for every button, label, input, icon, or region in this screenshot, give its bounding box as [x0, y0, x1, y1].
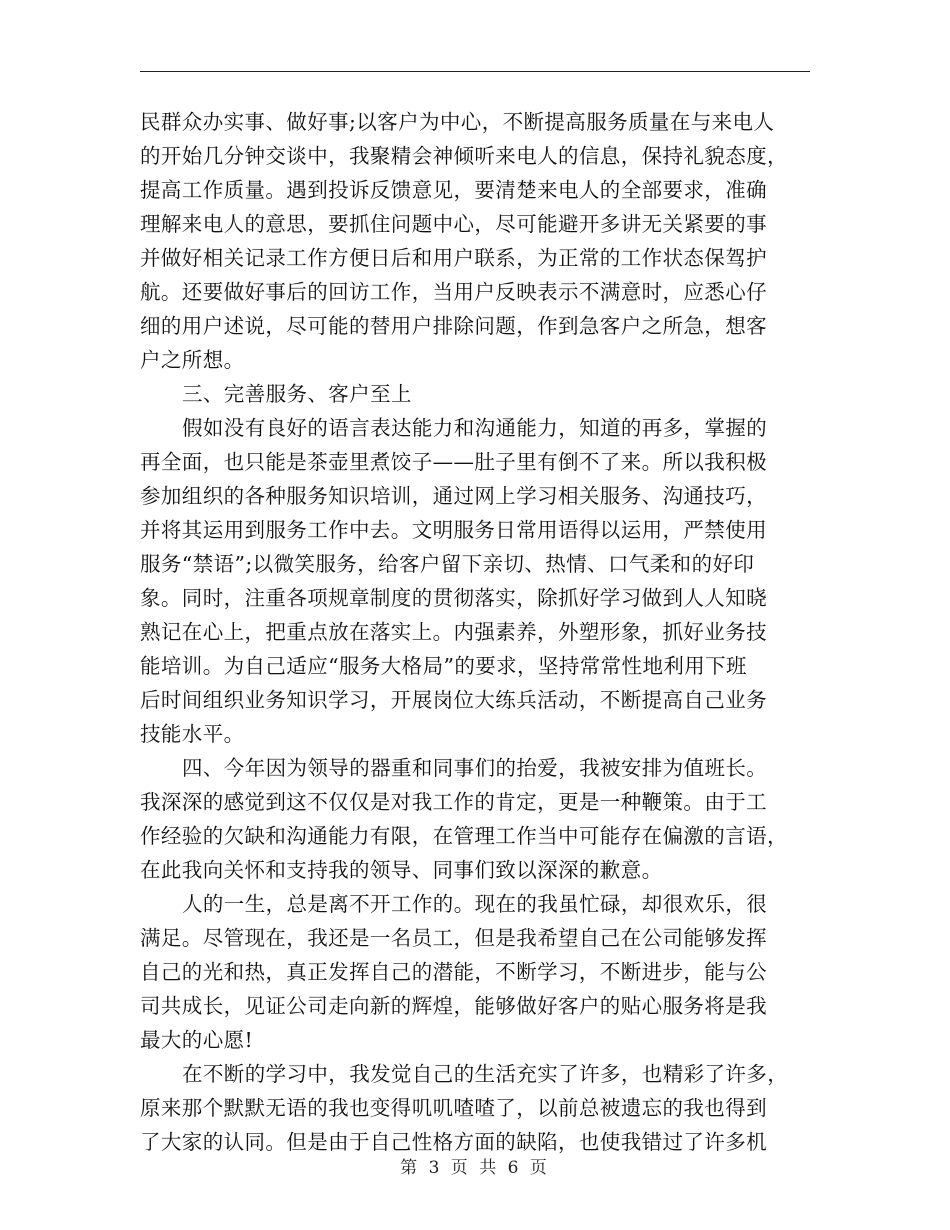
text-line: 民群众办实事、做好事;以客户为中心，不断提高服务质量在与来电人: [140, 110, 775, 134]
text-line: 原来那个默默无语的我也变得叽叽喳喳了，以前总被遗忘的我也得到: [140, 1096, 767, 1120]
text-line: 户之所想。: [140, 348, 245, 372]
text-line: 最大的心愿!: [140, 1028, 254, 1052]
text-line: 象。同时，注重各项规章制度的贯彻落实，除抓好学习做到人人知晓: [140, 586, 767, 610]
text-line: 服务“禁语”;以微笑服务，给客户留下亲切、热情、口气柔和的好印: [140, 552, 755, 576]
text-line: 在不断的学习中，我发觉自己的生活充实了许多，也精彩了许多，: [182, 1062, 789, 1086]
text-line: 在此我向关怀和支持我的领导、同事们致以深深的歉意。: [140, 858, 663, 882]
text-line: 并做好相关记录工作方便日后和用户联系，为正常的工作状态保驾护: [140, 246, 767, 270]
text-line: 满足。尽管现在，我还是一名员工，但是我希望自己在公司能够发挥: [140, 926, 767, 950]
text-line: 我深深的感觉到这不仅仅是对我工作的肯定，更是一种鞭策。由于工: [140, 790, 767, 814]
text-line: 航。还要做好事后的回访工作，当用户反映表示不满意时，应悉心仔: [140, 280, 767, 304]
text-line: 技能水平。: [140, 722, 245, 746]
text-line: 理解来电人的意思，要抓住问题中心，尽可能避开多讲无关紧要的事: [140, 212, 767, 236]
page-footer: 第 3 页 共 6 页: [400, 1158, 550, 1178]
header-rule: [140, 71, 810, 72]
text-line: 并将其运用到服务工作中去。文明服务日常用语得以运用，严禁使用: [140, 518, 767, 542]
text-line: 熟记在心上，把重点放在落实上。内强素养，外塑形象，抓好业务技: [140, 620, 767, 644]
text-line: 后时间组织业务知识学习，开展岗位大练兵活动，不断提高自己业务: [140, 688, 767, 712]
text-line: 三、完善服务、客户至上: [182, 382, 412, 406]
text-line: 司共成长，见证公司走向新的辉煌，能够做好客户的贴心服务将是我: [140, 994, 767, 1018]
text-line: 参加组织的各种服务知识培训，通过网上学习相关服务、沟通技巧，: [140, 484, 767, 508]
text-line: 人的一生，总是离不开工作的。现在的我虽忙碌，却很欢乐，很: [182, 892, 768, 916]
text-line: 再全面，也只能是茶壶里煮饺子——肚子里有倒不了来。所以我积极: [140, 450, 767, 474]
text-line: 四、今年因为领导的器重和同事们的抬爱，我被安排为值班长。: [182, 756, 768, 780]
text-line: 作经验的欠缺和沟通能力有限，在管理工作当中可能存在偏激的言语，: [140, 824, 788, 848]
text-line: 的开始几分钟交谈中，我聚精会神倾听来电人的信息，保持礼貌态度，: [140, 144, 788, 168]
text-line: 了大家的认同。但是由于自己性格方面的缺陷，也使我错过了许多机: [140, 1130, 767, 1154]
text-line: 细的用户述说，尽可能的替用户排除问题，作到急客户之所急，想客: [140, 314, 767, 338]
text-line: 提高工作质量。遇到投诉反馈意见，要清楚来电人的全部要求，准确: [140, 178, 767, 202]
text-line: 能培训。为自己适应“服务大格局”的要求，坚持常常性地利用下班: [140, 654, 747, 678]
text-line: 假如没有良好的语言表达能力和沟通能力，知道的再多，掌握的: [182, 416, 768, 440]
text-line: 自己的光和热，真正发挥自己的潜能，不断学习，不断进步，能与公: [140, 960, 767, 984]
body-text: [140, 105, 810, 1159]
